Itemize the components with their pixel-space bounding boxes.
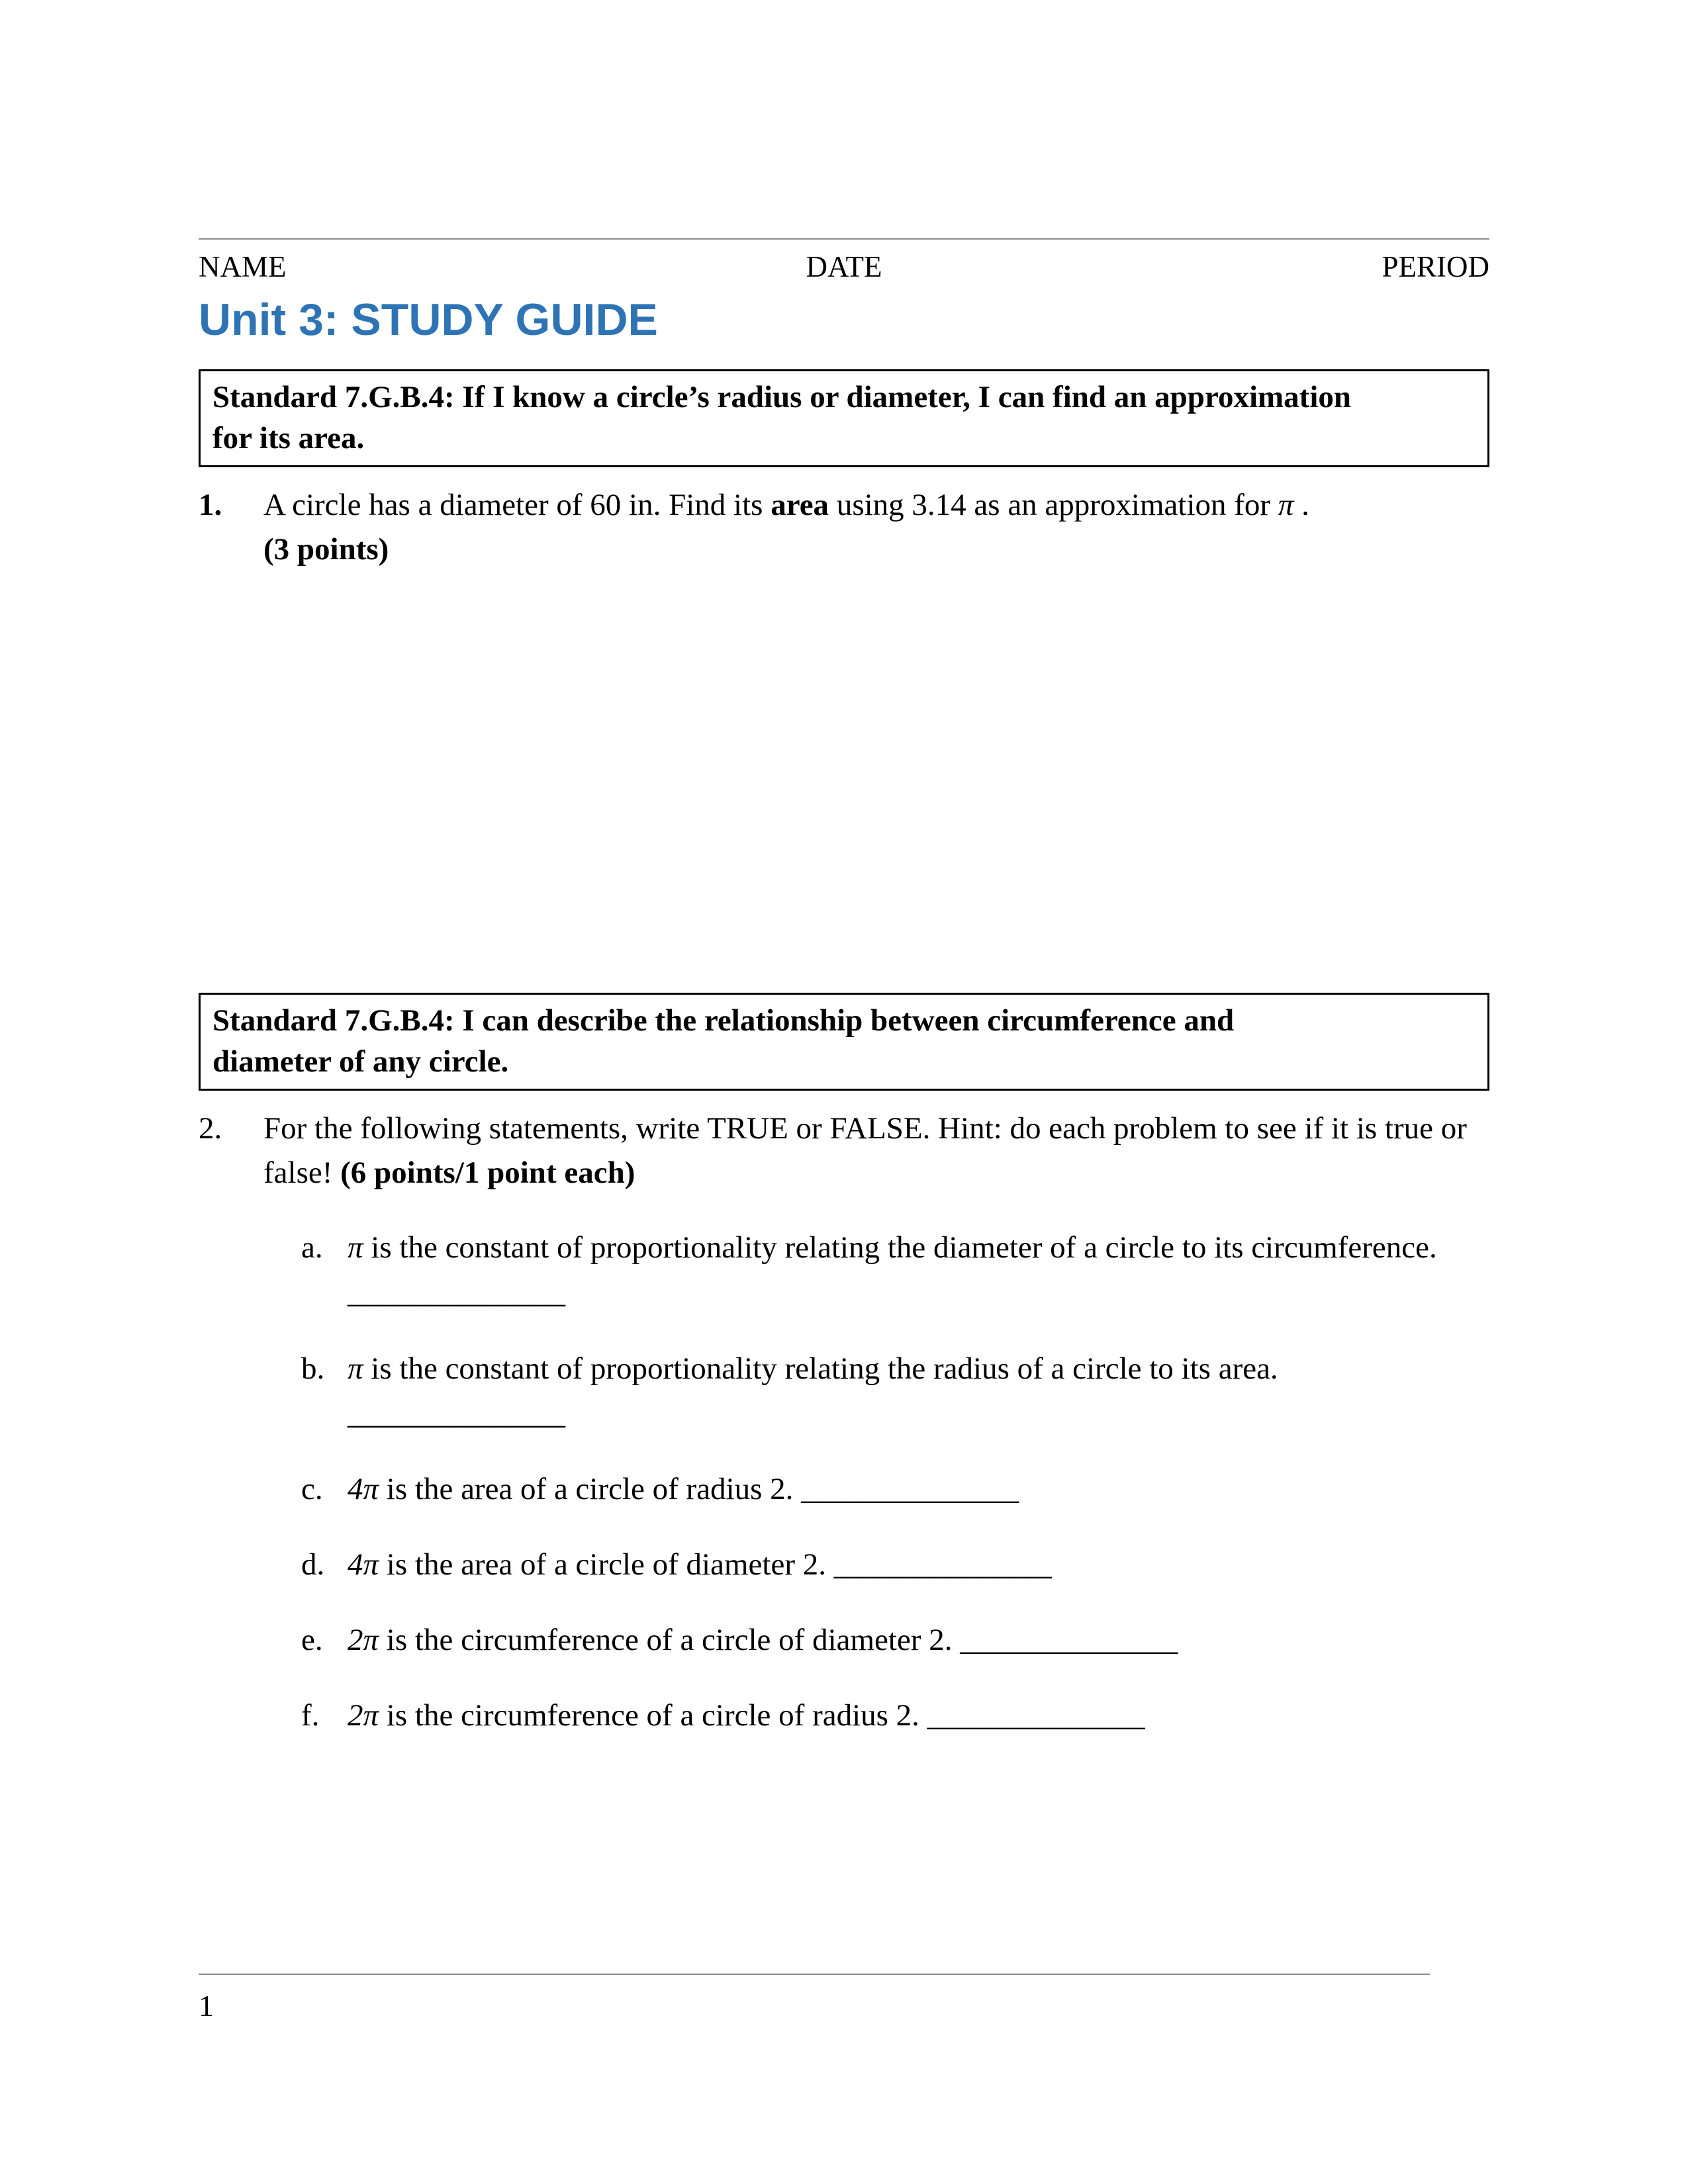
question-2 — [199, 1107, 1489, 1195]
question-1-body — [263, 483, 1489, 571]
pi-symbol: 2π — [348, 1698, 379, 1733]
statement-f-letter: f. — [301, 1698, 320, 1733]
statement-b — [199, 1346, 1489, 1436]
date-label: DATE — [806, 250, 882, 283]
pi-symbol: 4π — [348, 1471, 379, 1506]
statement-e-letter: e. — [301, 1623, 323, 1658]
statement-d — [199, 1542, 1489, 1587]
page-title: Unit 3: STUDY GUIDE — [199, 295, 658, 345]
question-1-text-3: . — [1293, 488, 1309, 523]
pi-symbol: π — [348, 1230, 363, 1265]
statement-a-text — [348, 1225, 1489, 1315]
period-label: PERIOD — [1382, 250, 1489, 283]
standard-2-line-1: Standard 7.G.B.4: I can describe the relationship between circumference and — [212, 1003, 1235, 1038]
statement-a — [199, 1225, 1489, 1315]
standard-box-1 — [199, 369, 1489, 467]
question-2-points: (6 points/1 point each) — [340, 1155, 635, 1190]
question-1-text-2: using 3.14 as an approximation for — [829, 488, 1278, 523]
statement-c-text — [348, 1467, 1489, 1512]
page-content — [199, 238, 1489, 1768]
question-1-points: (3 points) — [263, 531, 389, 567]
statement-f-body: is the circumference of a circle of radius 2. ______________ — [379, 1698, 1145, 1733]
statement-c — [199, 1467, 1489, 1512]
question-1 — [199, 483, 1489, 571]
footer-rule — [199, 1974, 1430, 1975]
statement-e — [199, 1617, 1489, 1662]
pi-symbol: π — [348, 1351, 363, 1386]
question-2-body — [263, 1107, 1489, 1195]
question-1-bold-area: area — [771, 488, 829, 523]
pi-symbol: 2π — [348, 1623, 379, 1658]
statement-a-body: is the constant of proportionality relating the diameter of a circle to its circumference. ______________ — [348, 1230, 1437, 1310]
name-label: NAME — [199, 250, 287, 283]
statement-f-text — [348, 1693, 1489, 1738]
statement-f — [199, 1693, 1489, 1738]
statement-e-body: is the circumference of a circle of diameter 2. ______________ — [379, 1623, 1178, 1658]
statement-c-body: is the area of a circle of radius 2. ______________ — [379, 1471, 1019, 1506]
statement-e-text — [348, 1617, 1489, 1662]
standard-1-line-1: Standard 7.G.B.4: If I know a circle’s radius or diameter, I can find an approximation — [212, 380, 1352, 415]
statement-d-body: is the area of a circle of diameter 2. ______________ — [379, 1547, 1052, 1582]
statement-b-letter: b. — [301, 1351, 325, 1386]
question-1-number: 1. — [199, 488, 222, 523]
statement-b-body: is the constant of proportionality relating the radius of a circle to its area. ______________ — [348, 1351, 1278, 1431]
standard-box-2 — [199, 993, 1489, 1091]
statement-a-letter: a. — [301, 1230, 323, 1265]
pi-symbol: π — [1278, 488, 1294, 523]
pi-symbol: 4π — [348, 1547, 379, 1582]
statement-b-text — [348, 1346, 1489, 1436]
header-row — [199, 249, 1489, 285]
statement-d-text — [348, 1542, 1489, 1587]
statement-c-letter: c. — [301, 1471, 323, 1506]
header-rule — [199, 238, 1489, 240]
statement-list — [199, 1225, 1489, 1738]
statement-d-letter: d. — [301, 1547, 325, 1582]
standard-1-line-2: for its area. — [212, 421, 365, 456]
question-2-text: For the following statements, write TRUE or FALSE. Hint: do each problem to see if it is true or false! — [263, 1111, 1467, 1190]
standard-2-line-2: diameter of any circle. — [212, 1044, 509, 1079]
question-1-text: A circle has a diameter of 60 in. Find its — [263, 488, 771, 523]
work-space — [199, 572, 1489, 969]
question-2-number: 2. — [199, 1111, 222, 1146]
page-number: 1 — [199, 1989, 214, 2023]
page-footer — [199, 1974, 1430, 2023]
